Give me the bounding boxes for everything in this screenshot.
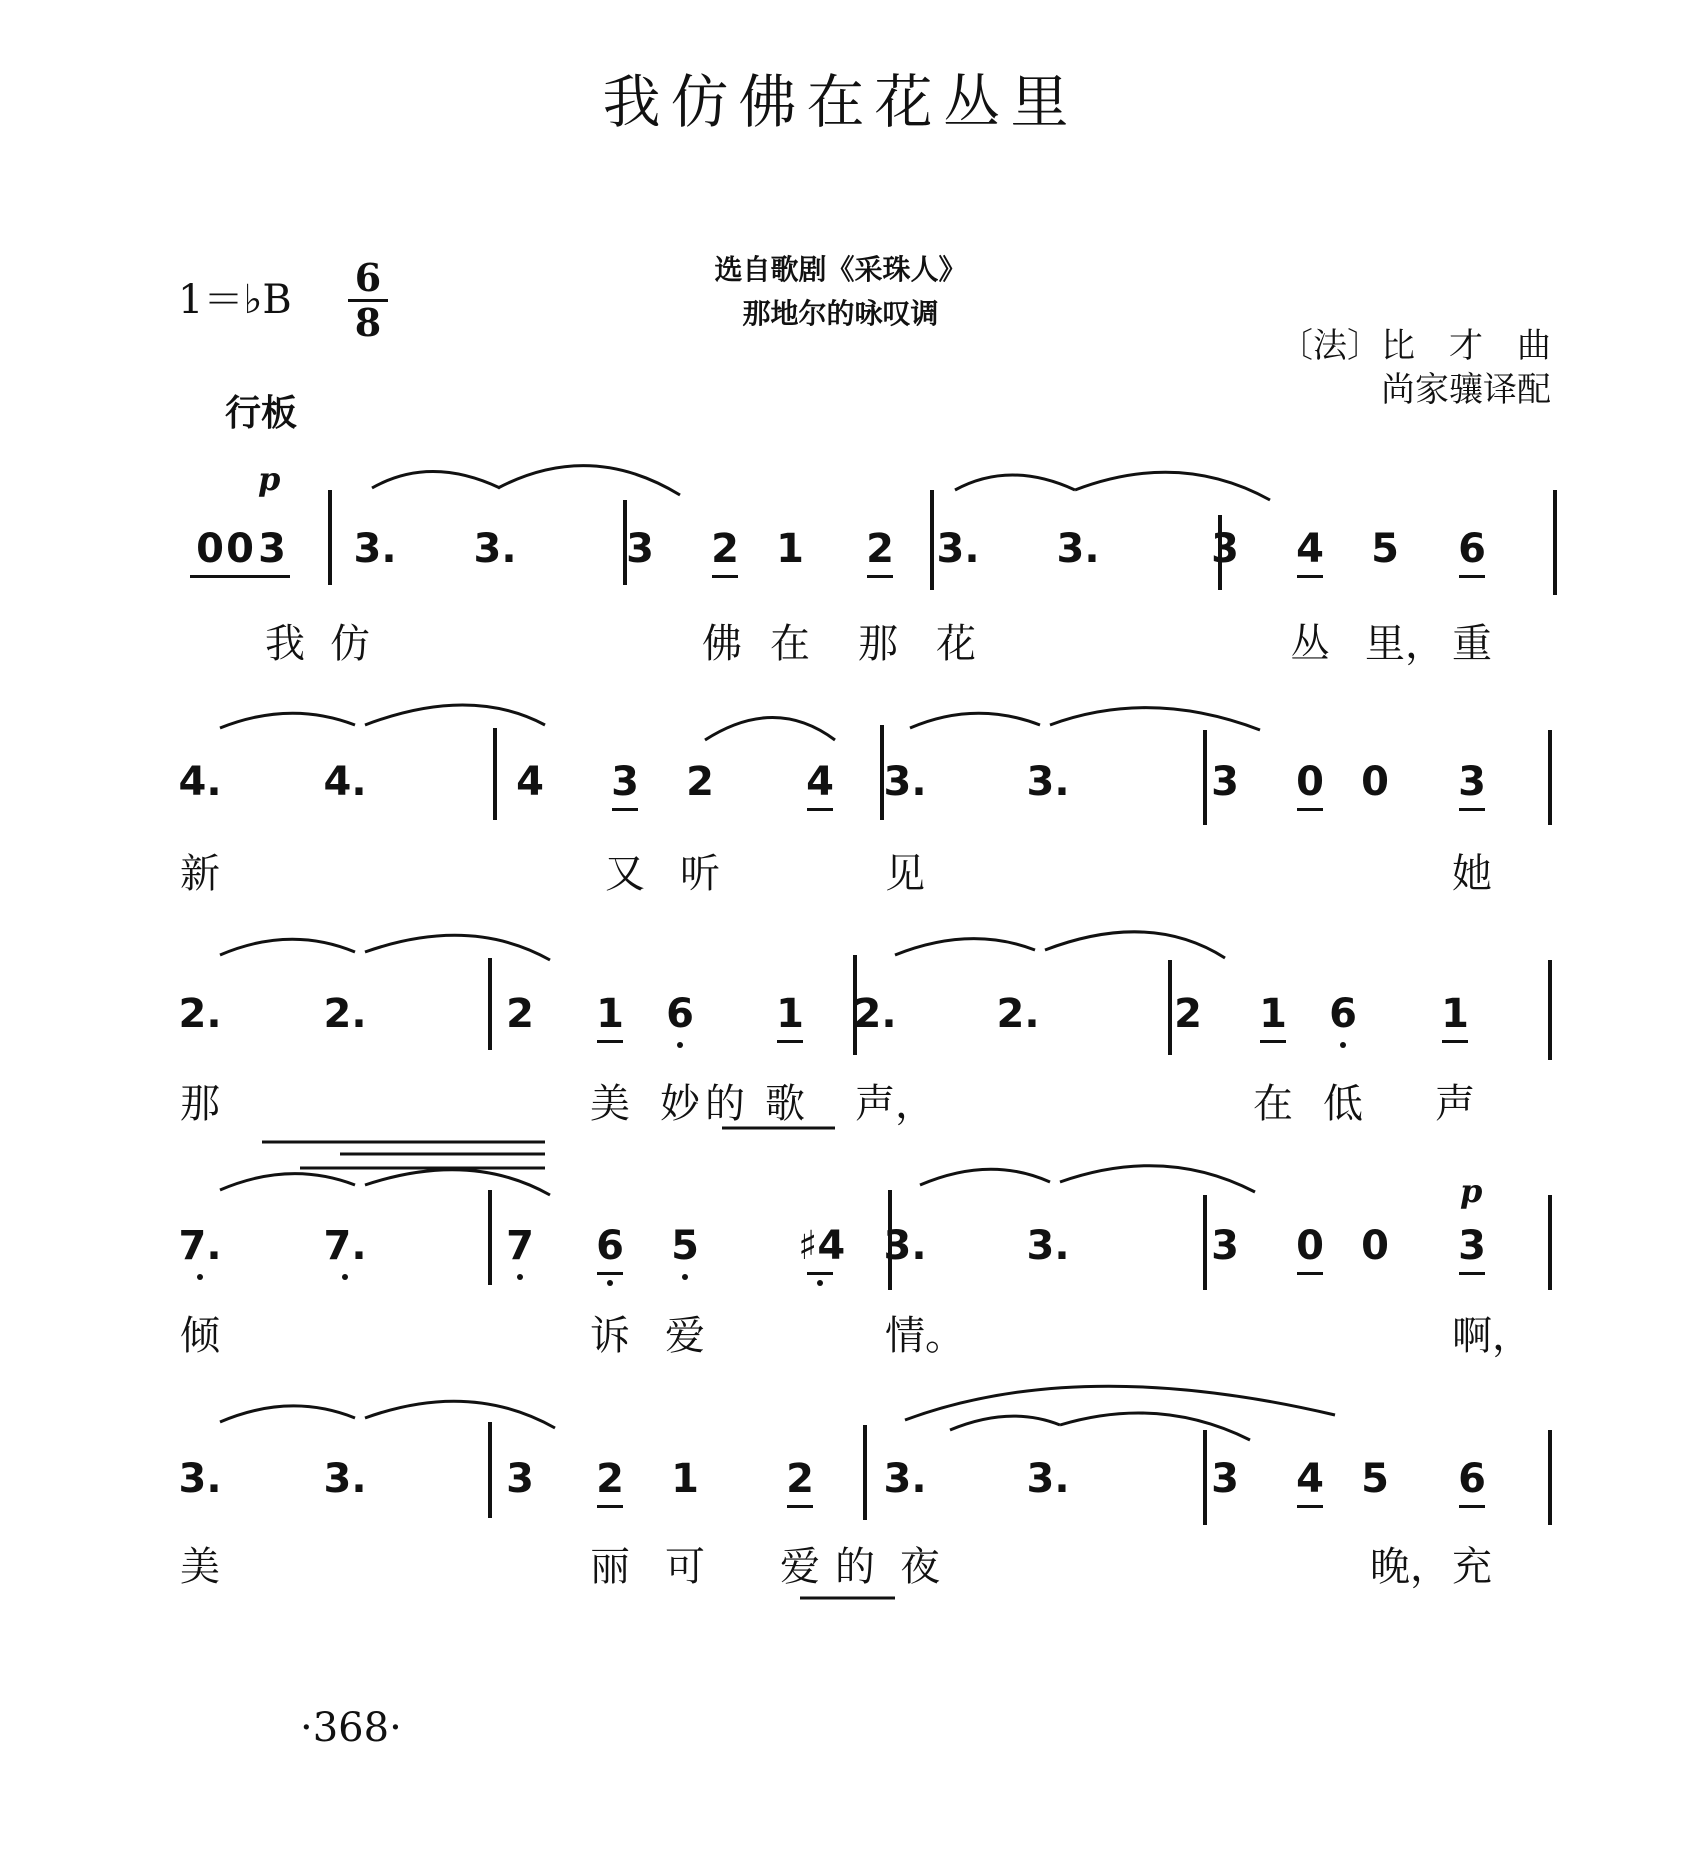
slur xyxy=(1045,932,1225,958)
note: 4 xyxy=(806,759,834,805)
slur xyxy=(1060,1413,1250,1440)
note: 3 xyxy=(1458,1223,1486,1269)
lyric-syllable: 倾 xyxy=(180,1313,220,1359)
note: 2. xyxy=(853,991,897,1037)
lyric-syllable: 爱 xyxy=(780,1544,820,1590)
note: 2. xyxy=(996,991,1040,1037)
note: 7. xyxy=(323,1223,367,1269)
note: 3 xyxy=(258,526,286,572)
lyric-syllable: 见 xyxy=(885,851,925,897)
note: 3 xyxy=(1211,1456,1239,1502)
note: 3. xyxy=(1026,1223,1070,1269)
slur xyxy=(220,1406,355,1422)
slur xyxy=(895,939,1035,955)
slur xyxy=(365,1401,555,1428)
translator-credit: 尚家骧译配 xyxy=(1381,370,1551,410)
note: 0 xyxy=(1296,759,1324,805)
lyric-syllable: 花 xyxy=(936,621,976,667)
dynamic-marking-1: p xyxy=(258,460,281,498)
note: 3. xyxy=(936,526,980,572)
lyric-syllable: 美 xyxy=(180,1544,220,1590)
lyric-syllable: 妙 xyxy=(660,1081,700,1127)
note: 3. xyxy=(353,526,397,572)
slur xyxy=(365,1170,550,1195)
dynamic-marking-2: p xyxy=(1460,1172,1483,1210)
lyric-syllable: 爱 xyxy=(665,1313,705,1359)
note: ♯4 xyxy=(798,1223,846,1269)
note: 3 xyxy=(626,526,654,572)
note: 4 xyxy=(1296,1456,1324,1502)
note: 3. xyxy=(883,759,927,805)
note: 3 xyxy=(1211,1223,1239,1269)
note: 1 xyxy=(776,991,804,1037)
slur xyxy=(220,713,355,728)
note: 5 xyxy=(1371,526,1399,572)
lyric-syllable: 声 xyxy=(1435,1081,1475,1127)
note: 7 xyxy=(506,1223,534,1269)
note: 1 xyxy=(776,526,804,572)
lyric-syllable: 重 xyxy=(1452,621,1492,667)
note: 1 xyxy=(596,991,624,1037)
note: 6 xyxy=(1458,526,1486,572)
note: 3 xyxy=(1458,759,1486,805)
slur xyxy=(955,475,1075,490)
lyric-syllable: 晚， xyxy=(1370,1544,1450,1590)
note: 0 xyxy=(1296,1223,1324,1269)
note: 3. xyxy=(883,1456,927,1502)
lyric-syllable: 的 xyxy=(835,1544,875,1590)
lyric-syllable: 新 xyxy=(180,851,220,897)
note: 2. xyxy=(323,991,367,1037)
note: 3. xyxy=(1026,1456,1070,1502)
note: 3 xyxy=(1211,759,1239,805)
slur xyxy=(498,466,680,495)
note: 0 xyxy=(196,526,224,572)
note: 4 xyxy=(516,759,544,805)
note: 2 xyxy=(506,991,534,1037)
slur xyxy=(705,718,835,741)
lyric-syllable: 佛 xyxy=(702,621,742,667)
slur xyxy=(365,935,550,960)
time-signature-bottom: 8 xyxy=(354,300,382,345)
note: 3. xyxy=(1026,759,1070,805)
source-line-1: 选自歌剧《采珠人》 xyxy=(714,253,967,286)
lyric-syllable: 那 xyxy=(858,621,898,667)
note: 6 xyxy=(666,991,694,1037)
lyric-syllable: 美 xyxy=(590,1081,630,1127)
lyric-syllable: 仿 xyxy=(330,621,370,667)
source-line-2: 那地尔的咏叹调 xyxy=(742,297,939,330)
lyric-syllable: 情。 xyxy=(885,1313,965,1359)
note: 2 xyxy=(786,1456,814,1502)
note: 4. xyxy=(178,759,222,805)
lyric-syllable: 我 xyxy=(265,621,305,667)
slur xyxy=(1075,472,1270,500)
slur xyxy=(220,939,355,955)
page-number: ·368· xyxy=(300,1705,402,1751)
slur xyxy=(372,472,500,489)
note: 3 xyxy=(611,759,639,805)
slur xyxy=(910,713,1040,728)
note: 2 xyxy=(1174,991,1202,1037)
note: 2 xyxy=(596,1456,624,1502)
note: 3. xyxy=(1056,526,1100,572)
lyric-syllable: 啊， xyxy=(1452,1313,1532,1359)
lyric-syllable: 低 xyxy=(1323,1081,1363,1127)
lyric-syllable: 她 xyxy=(1452,851,1492,897)
note: 1 xyxy=(671,1456,699,1502)
note: 2 xyxy=(711,526,739,572)
note: 3. xyxy=(883,1223,927,1269)
time-signature-top: 6 xyxy=(354,255,382,300)
song-title: 我仿佛在花丛里 xyxy=(602,68,1079,136)
lyric-syllable: 充 xyxy=(1452,1544,1492,1590)
lyric-syllable: 里， xyxy=(1365,621,1445,667)
lyric-syllable: 诉 xyxy=(590,1313,630,1359)
note: 0 xyxy=(1361,1223,1389,1269)
slur xyxy=(920,1169,1050,1185)
slur xyxy=(950,1416,1060,1430)
note: 2 xyxy=(686,759,714,805)
lyric-syllable: 歌 xyxy=(765,1081,805,1127)
note: 4. xyxy=(323,759,367,805)
slur xyxy=(1060,1166,1255,1192)
lyric-syllable: 可 xyxy=(665,1544,705,1590)
note: 3. xyxy=(473,526,517,572)
lyric-syllable: 声， xyxy=(855,1081,935,1127)
slur xyxy=(1050,708,1260,730)
note: 7. xyxy=(178,1223,222,1269)
lyric-syllable: 丛 xyxy=(1290,621,1330,667)
note: 1 xyxy=(1259,991,1287,1037)
tempo-marking: 行板 xyxy=(225,393,298,434)
note: 3 xyxy=(1211,526,1239,572)
note: 6 xyxy=(596,1223,624,1269)
lyric-syllable: 听 xyxy=(680,851,720,897)
note: 3. xyxy=(178,1456,222,1502)
key-signature: 1＝♭B xyxy=(178,277,292,323)
composer-credit: 〔法〕比 才 曲 xyxy=(1279,326,1551,366)
note: 2 xyxy=(866,526,894,572)
note: 6 xyxy=(1329,991,1357,1037)
note: 4 xyxy=(1296,526,1324,572)
lyric-syllable: 又 xyxy=(605,851,645,897)
slur xyxy=(365,705,545,725)
note: 3. xyxy=(323,1456,367,1502)
lyric-syllable: 那 xyxy=(180,1081,220,1127)
note: 5 xyxy=(1361,1456,1389,1502)
note: 2. xyxy=(178,991,222,1037)
note: 0 xyxy=(226,526,254,572)
lyric-syllable: 在 xyxy=(1253,1081,1293,1127)
note: 3 xyxy=(506,1456,534,1502)
note: 1 xyxy=(1441,991,1469,1037)
note: 5 xyxy=(671,1223,699,1269)
slur xyxy=(220,1174,355,1190)
lyric-syllable: 在 xyxy=(770,621,810,667)
lyric-syllable: 丽 xyxy=(590,1544,630,1590)
note: 0 xyxy=(1361,759,1389,805)
lyric-syllable: 夜 xyxy=(900,1544,940,1590)
lyric-syllable: 的 xyxy=(705,1081,745,1127)
note: 6 xyxy=(1458,1456,1486,1502)
